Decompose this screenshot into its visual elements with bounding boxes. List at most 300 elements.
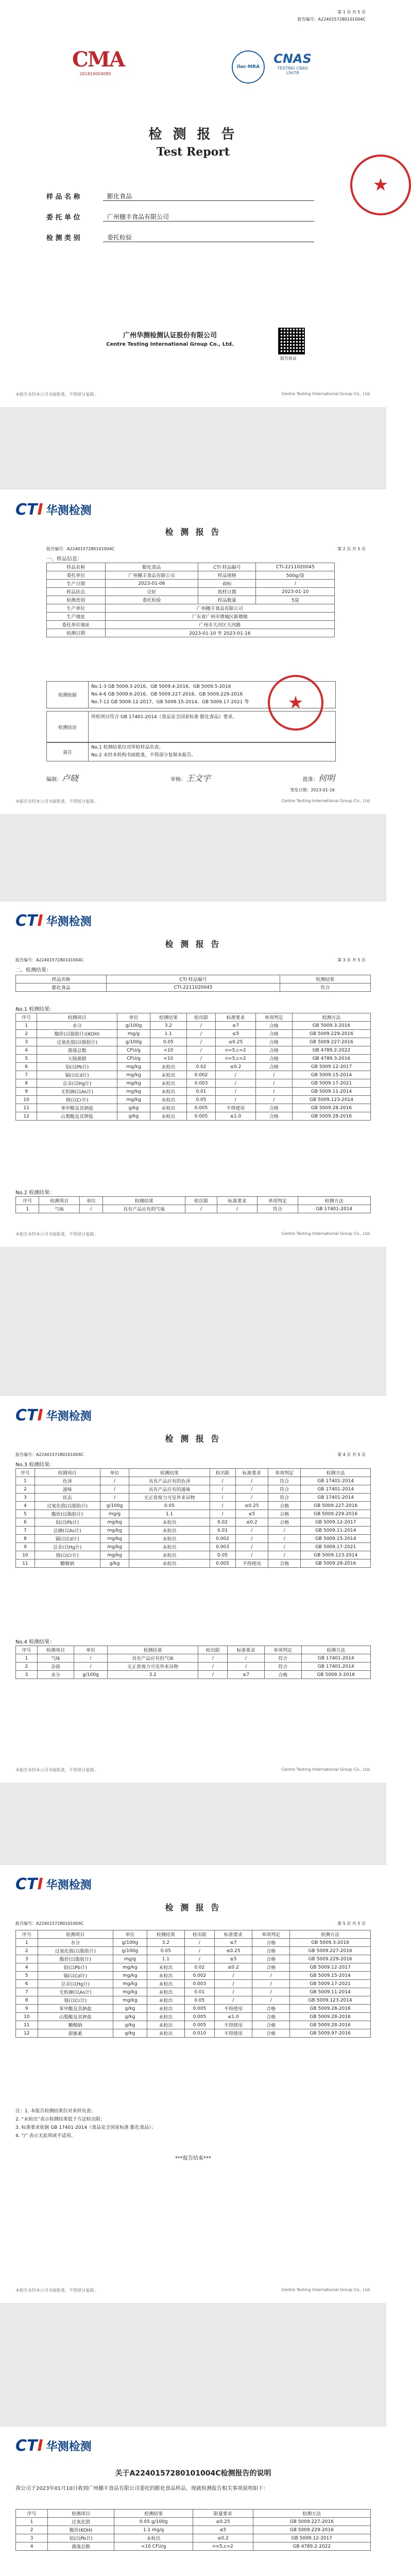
cti-logo-icon: CTI <box>15 2437 43 2455</box>
table-cell: 3.2 <box>107 1671 198 1679</box>
table-cell: / <box>217 1205 258 1213</box>
table-cell: 检测结果 <box>280 975 370 984</box>
table-cell: GB 5009.15-2014 <box>290 1972 371 1980</box>
table-cell: 菌落总数 <box>37 1046 117 1055</box>
table-cell: 未检出 <box>129 1560 210 1568</box>
table-cell: / <box>186 1046 215 1055</box>
table-cell: GB 5009.229-2016 <box>290 1955 371 1963</box>
table-cell: ≤0.2 <box>216 1063 256 1071</box>
table-cell: 0.010 <box>184 2029 214 2038</box>
table-cell: <10 CFU/g <box>114 2543 193 2551</box>
table-cell: mg/kg <box>100 1551 129 1560</box>
table-cell: n=5,c=2 <box>216 1055 256 1063</box>
results-table-2 <box>15 1196 371 1213</box>
table-header-cell: 检测结果 <box>107 1646 198 1654</box>
table-row <box>16 2543 371 2551</box>
table-header-cell: 检测项目 <box>48 2510 114 2518</box>
text-line: 4. “/” 表示无此项或不适用。 <box>15 2133 76 2139</box>
table-row <box>16 2534 371 2543</box>
subsection-heading: No.2 检测结果： <box>15 1190 55 1196</box>
table-cell: 未检出 <box>150 1079 186 1088</box>
table-cell: 1 <box>16 1022 37 1030</box>
table-cell: CFU/g <box>117 1046 150 1055</box>
table-cell: g/100g <box>117 1038 150 1046</box>
table-cell: / <box>235 1477 268 1485</box>
table-cell: 8 <box>16 1996 38 2005</box>
table-cell: GB 5009.12-2017 <box>292 1063 370 1071</box>
table-header-cell: 序号 <box>16 2510 48 2518</box>
table-cell: mg/kg <box>113 1980 147 1988</box>
table-cell: 1.1 <box>129 1510 210 1518</box>
table-cell: 未检出 <box>147 1972 184 1980</box>
table-cell: 3 <box>16 1494 35 1502</box>
table-cell: CTI-2211020045 <box>107 984 280 992</box>
table-cell: GB 5009.17-2021 <box>290 1980 371 1988</box>
table-cell: g/100g <box>113 1939 147 1947</box>
table-cell: 2 <box>16 1030 37 1038</box>
client-field: 委 托 单 位 广州穗丰食品有限公司 <box>46 201 314 222</box>
table-header-cell: 标准要求 <box>217 1197 258 1205</box>
text-line: No.7-12 GB 5009.12-2017、GB 5009.15-2014、GB 5009.17-2021 等 <box>91 700 249 705</box>
table-cell: GB 4789.3-2016 <box>292 1055 370 1063</box>
table-cell: 水分 <box>37 1022 117 1030</box>
field-value: 广州市天河区天河路 <box>105 621 334 629</box>
table-header-cell: 检测结果 <box>150 1013 186 1022</box>
table-header-cell: 检测项目 <box>38 1930 113 1939</box>
table-cell: 1.1 <box>147 1955 184 1963</box>
basis-block: 检测依据 No.1-3 GB 5009.3-2016、GB 5009.4-2016、GB 5009.5-2016 No.4-6 GB 5009.6-2016、GB 5009.227-2016、GB 5009.229-2016 No.7-12 GB 5009.12-2017、GB 5009.15-2014、GB 5009.17-2021 等 <box>46 681 336 708</box>
table-cell: 0.003 <box>184 1980 214 1988</box>
table-header-cell: 单位 <box>113 1930 147 1939</box>
appendix-table <box>15 2509 371 2551</box>
table-row <box>16 1485 371 1494</box>
table-cell: GB 5009.227-2016 <box>290 1947 371 1955</box>
page-number: 第 3 页 共 5 页 <box>337 958 366 962</box>
table-cell: GB 17401-2014 <box>301 1654 370 1663</box>
table-cell: GB 5009.28-2016 <box>290 2021 371 2029</box>
table-cell: / <box>235 1551 268 1560</box>
table-cell: GB 4789.2-2022 <box>292 1046 370 1055</box>
table-cell: 酸价(KOH) <box>48 2526 114 2534</box>
table-cell: / <box>210 1502 235 1510</box>
table-cell: 0.005 <box>184 2013 214 2021</box>
table-header-cell: 单位 <box>79 1197 102 1205</box>
cma-code: 201819004085 <box>79 72 111 76</box>
field-value: 5袋 <box>256 596 335 604</box>
verification-qr-code[interactable] <box>278 328 305 354</box>
table-row <box>16 1543 371 1551</box>
table-cell: / <box>198 1663 228 1671</box>
table-cell: n=5,c=2 <box>216 1046 256 1055</box>
table-cell: 1 <box>16 1477 35 1485</box>
field-value: 膨化食品 <box>105 563 198 571</box>
table-cell: mg/kg <box>117 1096 150 1104</box>
table-header-cell: 检出限 <box>198 1646 228 1654</box>
table-row <box>47 621 335 629</box>
table-cell: CFU/g <box>117 1055 150 1063</box>
table-header-cell: 标准要求 <box>228 1646 265 1654</box>
table-cell: 过氧化值(以脂肪计) <box>38 1947 113 1955</box>
page-number: 第 1 页 共 5 页 <box>337 10 366 14</box>
page-title: 检 测 报 告 <box>165 527 221 537</box>
table-cell: GB 4789.2-2022 <box>253 2543 370 2551</box>
table-cell: GB 5009.227-2016 <box>301 1502 371 1510</box>
table-row <box>16 984 371 992</box>
table-row <box>16 2005 371 2013</box>
table-cell: / <box>198 1671 228 1679</box>
table-header-cell: 序号 <box>16 1646 38 1654</box>
table-header-cell: 序号 <box>16 1930 38 1939</box>
table-cell: mg/kg <box>100 1527 129 1535</box>
table-cell: 0.005 <box>210 1560 235 1568</box>
table-cell: 0.05 <box>184 1996 214 2005</box>
table-cell: GB 5009.123-2014 <box>292 1096 370 1104</box>
table-cell: GB 5009.3-2016 <box>301 1671 370 1679</box>
cover-fields <box>46 180 314 242</box>
table-cell: GB 5009.3-2016 <box>290 1939 371 1947</box>
table-cell: GB 5009.229-2016 <box>301 1510 371 1518</box>
table-row <box>16 1963 371 1972</box>
table-cell: 铅(以Pb计) <box>48 2534 114 2543</box>
table-cell: 未检出 <box>147 1988 184 1996</box>
table-cell: 1 <box>16 1654 38 1663</box>
table-cell: 1.1 <box>150 1030 186 1038</box>
table-row <box>16 2526 371 2534</box>
table-cell: / <box>235 1543 268 1551</box>
table-cell: 2 <box>16 1947 38 1955</box>
page-footer: 本报告未经本公司书面批准，不得部分复制。 Centre Testing International Group Co., Ltd. <box>15 392 371 397</box>
table-row <box>47 563 335 571</box>
table-cell: / <box>186 1038 215 1046</box>
cti-logo-icon: CTI <box>15 912 43 930</box>
table-cell: 不得使用 <box>235 1560 268 1568</box>
table-header-cell: 限量要求 <box>193 2510 253 2518</box>
table-cell: 酸价(以脂肪计) <box>35 1510 100 1518</box>
table-cell: 总汞(以Hg计) <box>38 1980 113 1988</box>
field-label: 检测类别 <box>47 596 106 604</box>
table-cell: 符合 <box>264 1654 301 1663</box>
table-row <box>16 1955 371 1963</box>
table-cell: 0.05 <box>147 1947 184 1955</box>
table-cell: 未检出 <box>147 1996 184 2005</box>
table-cell: 0.005 <box>184 2021 214 2029</box>
table-cell: 未检出 <box>147 2021 184 2029</box>
table-cell: 具有产品应有的气味 <box>103 1205 185 1213</box>
table-cell: GB 5009.11-2014 <box>301 1527 371 1535</box>
table-header-cell: 检测项目 <box>37 1646 74 1654</box>
table-row <box>16 1063 371 1071</box>
results-table-4 <box>15 1646 371 1679</box>
table-cell: 1 <box>16 1205 39 1213</box>
field-value: 广州穗丰食品有限公司 <box>105 604 334 613</box>
field-label: 委托单位地址 <box>47 621 106 629</box>
table-row <box>16 1535 371 1543</box>
table-row <box>16 1096 371 1104</box>
field-label: 生产地址 <box>47 613 106 621</box>
table-header-cell: 单项判定 <box>255 1013 292 1022</box>
table-cell: GB 5009.15-2014 <box>301 1535 371 1543</box>
table-cell: / <box>235 1485 268 1494</box>
table-cell: / <box>74 1663 107 1671</box>
table-cell: / <box>268 1535 300 1543</box>
table-cell: 0.005 <box>184 2005 214 2013</box>
table-cell: g/100g <box>117 1022 150 1030</box>
table-cell: mg/g <box>117 1030 150 1038</box>
table-cell: 3.2 <box>147 1939 184 1947</box>
table-cell: g/kg <box>113 2029 147 2038</box>
table-header-cell: 检测项目 <box>37 1013 117 1022</box>
table-cell: GB 5009.123-2014 <box>301 1551 371 1560</box>
table-cell: 无正常视力可见外来异物 <box>129 1494 210 1502</box>
table-cell: 0.01 <box>186 1088 215 1096</box>
table-cell: 10 <box>16 1551 35 1560</box>
table-header-cell: 检测方法 <box>301 1469 371 1477</box>
table-cell: 9 <box>16 2005 38 2013</box>
field-value: 2023-01-10 至 2023-01-16 <box>105 629 334 637</box>
table-cell: ≤0.25 <box>214 1947 252 1955</box>
table-cell: / <box>214 1980 252 1988</box>
table-cell: ≤0.2 <box>214 1963 252 1972</box>
table-cell: / <box>210 1485 235 1494</box>
signature-row: 编制：卢晓 审核：王文宇 批准：何明 <box>46 773 335 783</box>
table-cell: / <box>252 1996 290 2005</box>
table-header-cell: 检测方法 <box>290 1930 371 1939</box>
page-number: 第 5 页 共 5 页 <box>337 1921 366 1926</box>
table-header-cell: 检出限 <box>186 1013 215 1022</box>
table-cell: 气味 <box>37 1654 74 1663</box>
table-cell: 未检出 <box>147 2005 184 2013</box>
cti-logo-icon: CTI <box>15 1875 43 1893</box>
table-row <box>16 1022 371 1030</box>
table-cell: 合格 <box>268 1510 300 1518</box>
table-cell: 0.002 <box>210 1535 235 1543</box>
table-cell: 8 <box>16 1079 37 1088</box>
seal-star-icon: ★ <box>287 692 304 713</box>
table-cell: 4 <box>16 2543 48 2551</box>
cti-logo-icon: CTI <box>15 501 43 519</box>
table-cell: / <box>184 1955 214 1963</box>
report-title-en: Test Report <box>156 145 230 159</box>
table-header-cell: 单项判定 <box>264 1646 301 1654</box>
table-cell: 10 <box>16 2013 38 2021</box>
page-number: 第 4 页 共 5 页 <box>337 1452 366 1457</box>
table-cell: / <box>184 1939 214 1947</box>
table-cell: / <box>255 1071 292 1079</box>
table-header-cell: 检测方法 <box>292 1013 370 1022</box>
cma-logo-icon: CMA <box>72 47 125 72</box>
table-cell: / <box>100 1477 129 1485</box>
table-cell: 合格 <box>255 1030 292 1038</box>
table-cell: 状态 <box>35 1494 100 1502</box>
table-cell: / <box>186 1030 215 1038</box>
table-cell: 未检出 <box>147 2013 184 2021</box>
table-cell: 合格 <box>255 1046 292 1055</box>
table-cell: 8 <box>16 1535 35 1543</box>
table-cell: / <box>184 1947 214 1955</box>
table-cell: 无机砷(以As计) <box>38 1988 113 1996</box>
table-cell: / <box>185 1205 217 1213</box>
table-cell: n=5,c=2 <box>193 2543 253 2551</box>
table-cell: 铅(以Pb计) <box>38 1963 113 1972</box>
table-cell: ≤5 <box>235 1510 268 1518</box>
company-seal <box>350 155 411 215</box>
table-header-cell: 检测结果 <box>114 2510 193 2518</box>
section-heading: 一、样品信息： <box>46 556 82 562</box>
table-cell: / <box>268 1527 300 1535</box>
table-cell: 7 <box>16 1988 38 1996</box>
table-cell: 样品名称 <box>16 975 107 984</box>
table-cell: 合格 <box>252 2021 290 2029</box>
field-value: 500g/袋 <box>256 571 335 580</box>
table-cell: GB 5009.11-2014 <box>292 1088 370 1096</box>
appendix-intro: 我公司于2023年01月10日收到广州穗丰食品有限公司委托的膨化食品样品，现就检测报告相关事项说明如下： <box>15 2486 268 2492</box>
table-cell: mg/kg <box>117 1063 150 1071</box>
page-footer: 本报告未经本公司书面批准，不得部分复制。 Centre Testing International Group Co., Ltd. <box>15 1767 371 1772</box>
field-value: / <box>256 580 335 588</box>
table-cell: 合格 <box>268 1560 300 1568</box>
table-cell: 10 <box>16 1096 37 1104</box>
table-cell: 水分 <box>38 1939 113 1947</box>
table-cell: ≤1.0 <box>214 2013 252 2021</box>
table-row <box>16 1055 371 1063</box>
table-cell: 大肠菌群 <box>37 1055 117 1063</box>
table-cell: 未检出 <box>129 1551 210 1560</box>
table-cell: / <box>255 1079 292 1088</box>
table-cell: 山梨酸及其钾盐 <box>38 2013 113 2021</box>
table-cell: GB 5009.227-2016 <box>253 2518 370 2526</box>
table-cell: 过氧化值 <box>48 2518 114 2526</box>
table-cell: mg/kg <box>100 1543 129 1551</box>
table-cell: ≤7 <box>216 1022 256 1030</box>
table-cell: ≤1.0 <box>216 1112 256 1121</box>
field-value: 广州穗丰食品有限公司 <box>105 571 198 580</box>
table-row <box>16 1038 371 1046</box>
table-cell: 具有产品应有的滋味 <box>129 1485 210 1494</box>
table-cell: ≤0.25 <box>235 1502 268 1510</box>
table-row <box>16 1088 371 1096</box>
table-cell: 12 <box>16 1112 37 1121</box>
table-cell: 5 <box>16 1510 35 1518</box>
table-cell: CTI 样品编号 <box>107 975 280 984</box>
table-row <box>47 629 335 637</box>
table-header-cell: 序号 <box>16 1469 35 1477</box>
table-row <box>16 1980 371 1988</box>
table-cell: 3 <box>16 1955 38 1963</box>
table-row <box>16 2013 371 2021</box>
field-value: CTI-2211020045 <box>256 563 335 571</box>
page-footer: 本报告未经本公司书面批准，不得部分复制。 Centre Testing International Group Co., Ltd. <box>15 799 371 804</box>
cti-logo-icon: CTI <box>15 1406 43 1425</box>
table-header-cell: 标准要求 <box>235 1469 268 1477</box>
table-cell: / <box>235 1527 268 1535</box>
table-cell: g/kg <box>100 1560 129 1568</box>
page-gap <box>0 407 386 489</box>
table-row <box>16 1654 371 1663</box>
table-cell: 未检出 <box>150 1088 186 1096</box>
table-cell: GB 5009.12-2017 <box>253 2534 370 2543</box>
field-value: 2023-01-10 <box>256 588 335 596</box>
table-cell: 合格 <box>252 2029 290 2038</box>
table-cell: / <box>214 1972 252 1980</box>
table-cell: ≤0.25 <box>216 1038 256 1046</box>
table-cell: 未检出 <box>150 1104 186 1112</box>
report-number: 报告编号：A2240157280101004C <box>15 958 84 962</box>
table-cell: GB 17401-2014 <box>301 1485 371 1494</box>
table-cell: / <box>252 1972 290 1980</box>
table-cell: GB 5009.229-2016 <box>292 1030 370 1038</box>
table-cell: 7 <box>16 1527 35 1535</box>
table-cell: 1.1 mg/g <box>114 2526 193 2534</box>
table-cell: GB 5009.28-2016 <box>290 2013 371 2021</box>
field-label: 委托单位 <box>47 571 106 580</box>
table-cell: 山梨酸及其钾盐 <box>37 1112 117 1121</box>
table-cell: 2 <box>16 1485 35 1494</box>
table-row <box>16 1510 371 1518</box>
table-cell: 苯甲酸及其钠盐 <box>38 2005 113 2013</box>
table-cell: mg/g <box>113 1955 147 1963</box>
table-cell: 12 <box>16 2029 38 2038</box>
table-cell: 铅(以Pb计) <box>37 1063 117 1071</box>
table-cell: 2 <box>16 1663 38 1671</box>
table-cell: GB 5009.11-2014 <box>290 1988 371 1996</box>
report-number-line: 报告编号：A2240157280101004C <box>297 17 366 22</box>
page-gap <box>0 1783 386 1865</box>
table-row <box>47 596 335 604</box>
table-header-cell: 单项判定 <box>258 1197 298 1205</box>
table-row <box>16 1947 371 1955</box>
page-footer: 本报告未经本公司书面批准，不得部分复制。 Centre Testing International Group Co., Ltd. <box>15 1231 371 1236</box>
table-cell: mg/kg <box>113 1963 147 1972</box>
table-cell: ≤0.25 <box>193 2518 253 2526</box>
table-cell: 0.005 <box>186 1112 215 1121</box>
page-title: 检 测 报 告 <box>165 1434 221 1444</box>
table-cell: 3 <box>16 2534 48 2543</box>
header-logo: CTI 华测检测 <box>15 912 92 930</box>
table-cell: GB 5009.17-2021 <box>301 1543 371 1551</box>
conclusion-block: 检测结论 所检项目符合 GB 17401-2014《食品安全国家标准 膨化食品》要求。 <box>46 711 336 743</box>
table-cell: 4 <box>16 1963 38 1972</box>
table-cell: GB 5009.17-2021 <box>292 1079 370 1088</box>
table-cell: mg/kg <box>117 1088 150 1096</box>
table-row <box>16 1494 371 1502</box>
table-row <box>47 604 335 613</box>
table-cell: GB 5009.12-2017 <box>301 1518 371 1527</box>
notes-block <box>15 2107 371 2140</box>
table-row <box>16 2518 371 2526</box>
report-end-marker: ***报告结束*** <box>175 2156 211 2161</box>
table-cell: GB 5009.97-2016 <box>290 2029 371 2038</box>
field-label: 生产日期 <box>47 580 106 588</box>
table-cell: 铬(以Cr计) <box>37 1096 117 1104</box>
table-cell: 9 <box>16 1543 35 1551</box>
table-cell: 未检出 <box>129 1527 210 1535</box>
table-cell: 合格 <box>252 2013 290 2021</box>
table-cell: mg/kg <box>100 1518 129 1527</box>
table-cell: 11 <box>16 2021 38 2029</box>
table-cell: / <box>214 1996 252 2005</box>
ilac-logo-icon: ilac-MRA <box>236 64 260 70</box>
table-row <box>16 1988 371 1996</box>
table-cell: 合格 <box>255 1022 292 1030</box>
table-cell: 0.003 <box>210 1543 235 1551</box>
table-cell: mg/kg <box>117 1079 150 1088</box>
table-cell: 未检出 <box>150 1096 186 1104</box>
table-cell: mg/g <box>100 1510 129 1518</box>
table-cell: 膨化食品 <box>16 984 107 992</box>
table-row <box>47 571 335 580</box>
table-cell: 总汞(以Hg计) <box>35 1543 100 1551</box>
table-cell: / <box>198 1654 228 1663</box>
